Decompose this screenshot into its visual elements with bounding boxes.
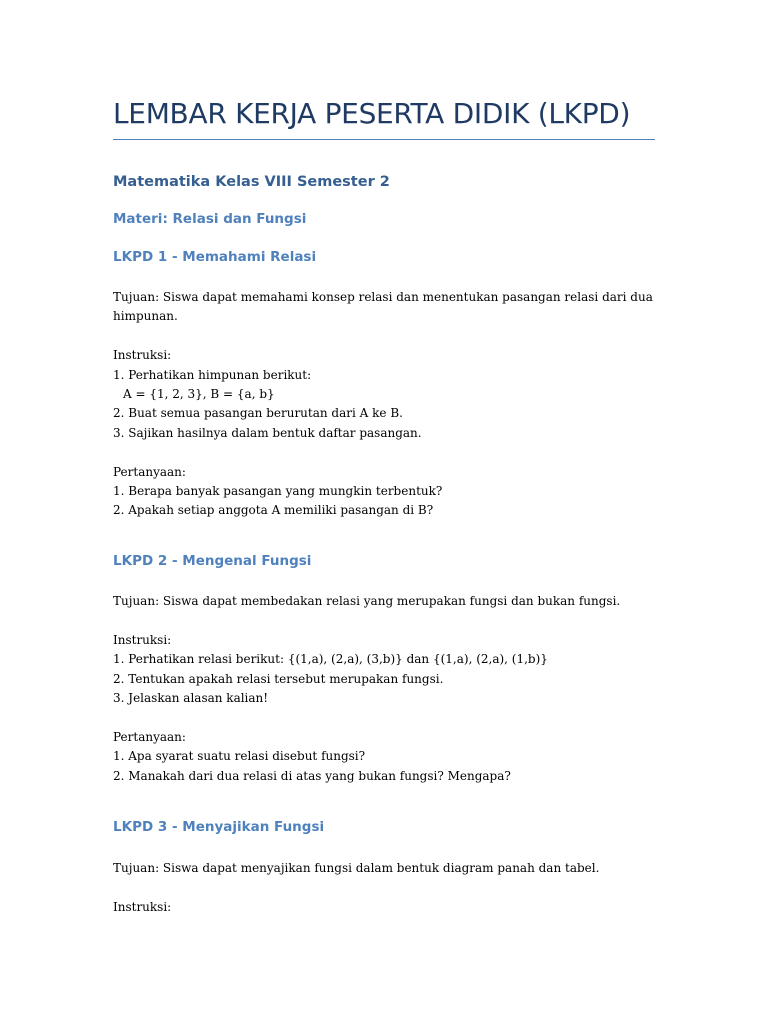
- material-heading: Materi: Relasi dan Fungsi: [113, 211, 307, 227]
- lkpd2-instruction-item: 2. Tentukan apakah relasi tersebut merupakan fungsi.: [113, 671, 444, 686]
- lkpd1-instruction-item: 2. Buat semua pasangan berurutan dari A ke B.: [113, 406, 403, 421]
- spacer: [113, 611, 658, 630]
- spacer: [113, 327, 658, 346]
- lkpd2-heading: LKPD 2 - Mengenal Fungsi: [113, 553, 312, 569]
- lkpd3-body: [113, 859, 658, 917]
- spacer: [113, 708, 658, 727]
- lkpd1-heading: LKPD 1 - Memahami Relasi: [113, 249, 317, 265]
- spacer: [113, 443, 658, 462]
- lkpd2-questions-label: Pertanyaan:: [113, 729, 186, 744]
- lkpd2-goal: Tujuan: Siswa dapat membedakan relasi yang merupakan fungsi dan bukan fungsi.: [113, 594, 621, 608]
- lkpd1-instruction-item: 3. Sajikan hasilnya dalam bentuk daftar pasangan.: [113, 425, 422, 440]
- lkpd1-instructions-label: Instruksi:: [113, 348, 172, 363]
- lkpd1-question-item: 2. Apakah setiap anggota A memiliki pasangan di B?: [113, 503, 434, 518]
- lkpd1-questions-label: Pertanyaan:: [113, 464, 186, 479]
- lkpd1-goal: Tujuan: Siswa dapat memahami konsep relasi dan menentukan pasangan relasi dari dua himpunan.: [113, 290, 653, 324]
- lkpd2-instructions-label: Instruksi:: [113, 632, 172, 647]
- lkpd1-question-item: 1. Berapa banyak pasangan yang mungkin terbentuk?: [113, 483, 443, 498]
- title-underline: [113, 139, 655, 140]
- subject-heading: Matematika Kelas VIII Semester 2: [113, 174, 390, 190]
- lkpd1-body: [113, 288, 658, 521]
- lkpd1-instruction-item: 1. Perhatikan himpunan berikut:: [113, 367, 312, 382]
- lkpd2-instruction-item: 3. Jelaskan alasan kalian!: [113, 690, 269, 705]
- lkpd3-goal: Tujuan: Siswa dapat menyajikan fungsi dalam bentuk diagram panah dan tabel.: [113, 861, 600, 875]
- lkpd1-instruction-item: A = {1, 2, 3}, B = {a, b}: [123, 386, 275, 401]
- lkpd3-heading: LKPD 3 - Menyajikan Fungsi: [113, 819, 325, 835]
- spacer: [113, 878, 658, 897]
- lkpd2-instruction-item: 1. Perhatikan relasi berikut: {(1,a), (2,a), (3,b)} dan {(1,a), (2,a), (1,b)}: [113, 652, 548, 667]
- lkpd3-instructions-label: Instruksi:: [113, 899, 172, 914]
- lkpd2-body: [113, 592, 658, 786]
- lkpd2-question-item: 1. Apa syarat suatu relasi disebut fungsi?: [113, 749, 366, 764]
- document-title: LEMBAR KERJA PESERTA DIDIK (LKPD): [113, 97, 631, 130]
- lkpd2-question-item: 2. Manakah dari dua relasi di atas yang bukan fungsi? Mengapa?: [113, 768, 511, 783]
